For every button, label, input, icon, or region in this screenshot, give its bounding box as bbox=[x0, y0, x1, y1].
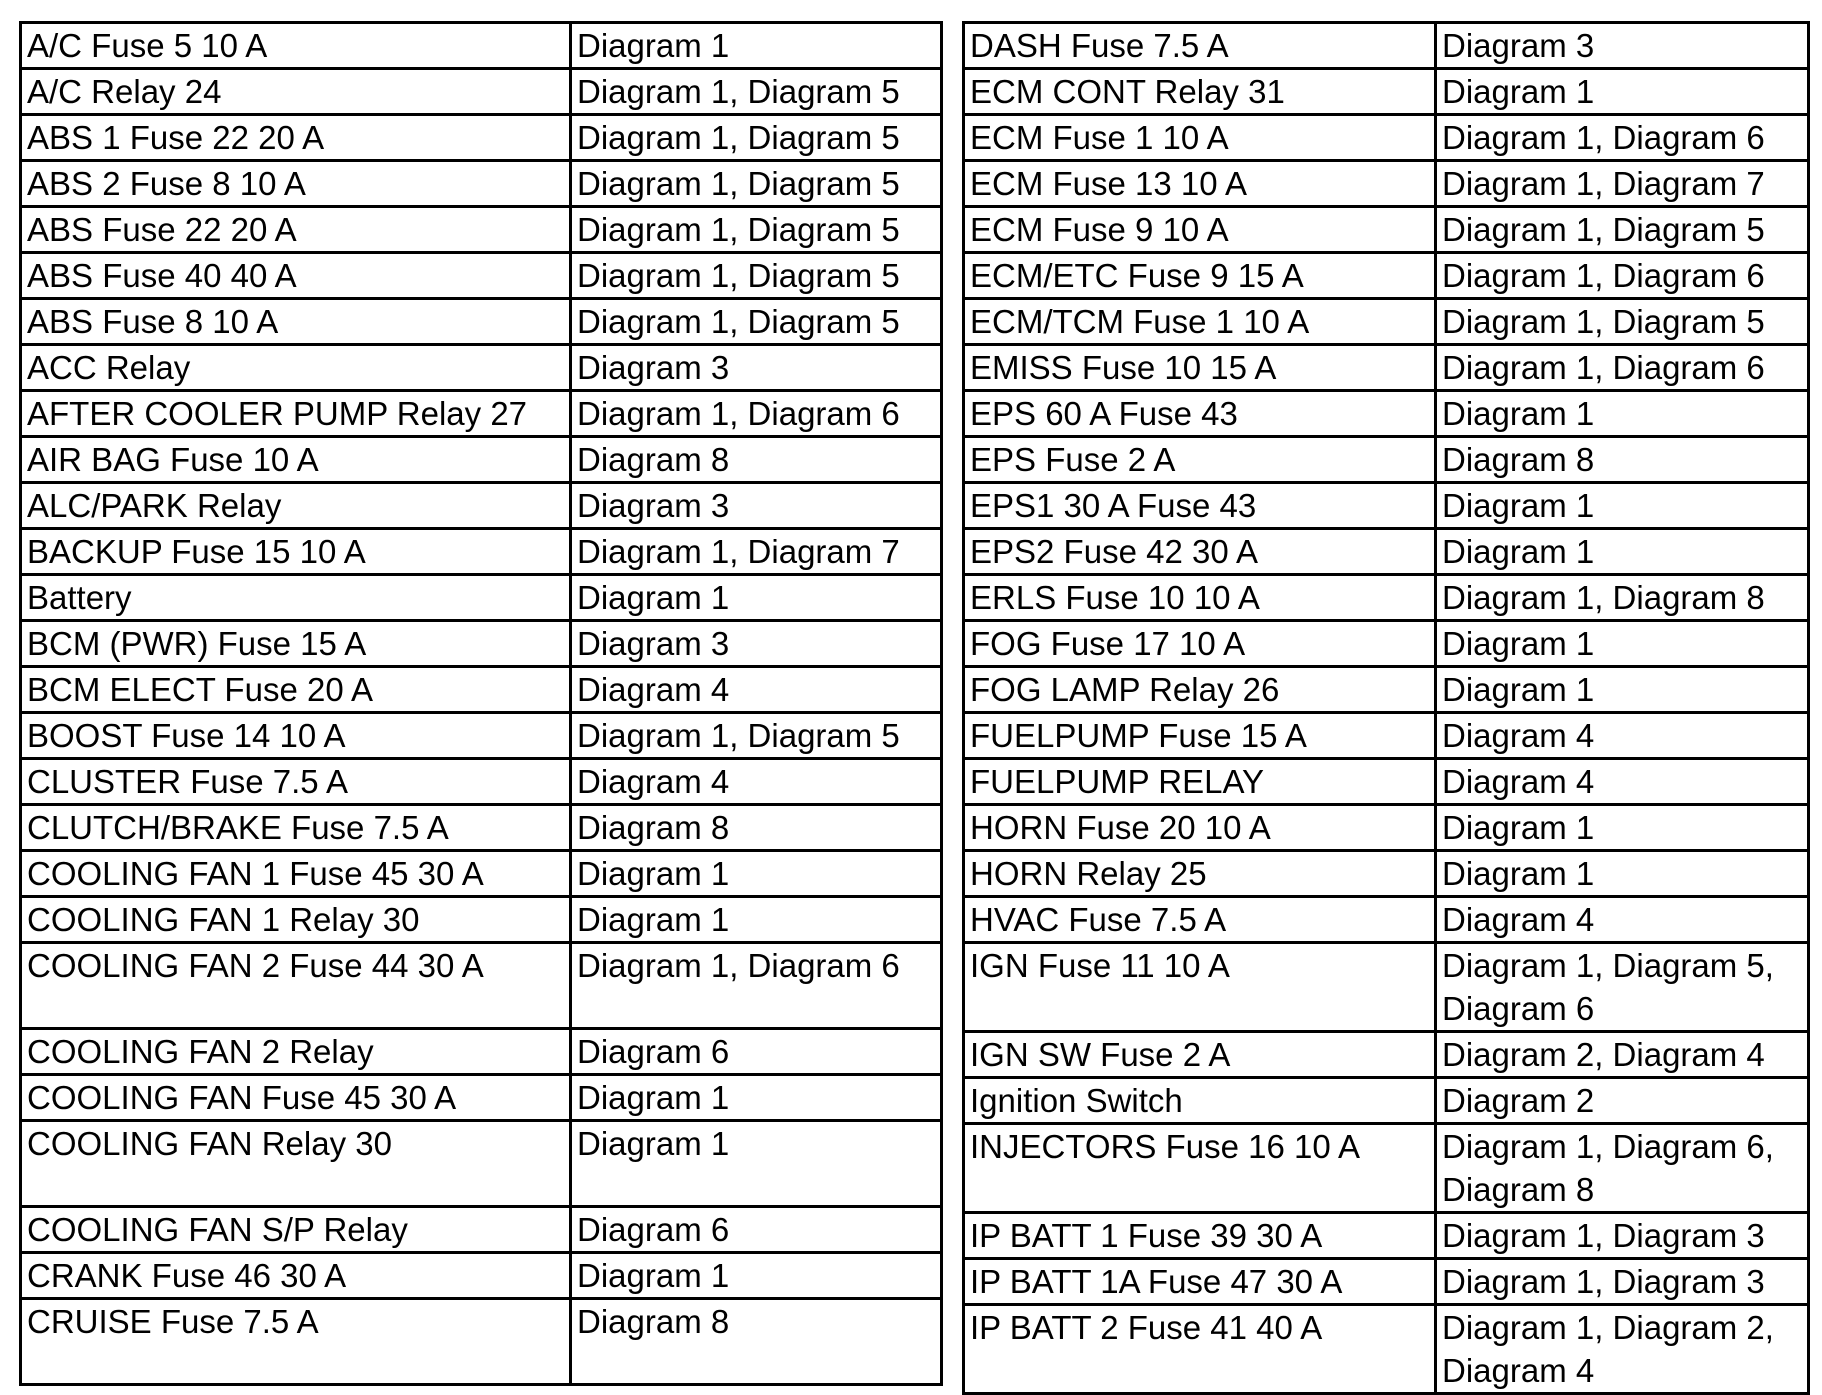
component-cell: FOG LAMP Relay 26 bbox=[964, 667, 1436, 713]
table-row bbox=[964, 299, 1809, 345]
table-row bbox=[21, 437, 942, 483]
table-row bbox=[21, 667, 942, 713]
table-row bbox=[21, 115, 942, 161]
diagram-ref-cell: Diagram 1 bbox=[571, 851, 942, 897]
table-row bbox=[21, 161, 942, 207]
table-row bbox=[21, 1299, 942, 1385]
table-row bbox=[964, 805, 1809, 851]
table-row bbox=[964, 69, 1809, 115]
diagram-ref-cell: Diagram 1 bbox=[1436, 851, 1809, 897]
diagram-ref-cell: Diagram 1, Diagram 2, Diagram 4 bbox=[1436, 1305, 1809, 1394]
component-cell: ECM/TCM Fuse 1 10 A bbox=[964, 299, 1436, 345]
diagram-ref-cell: Diagram 1, Diagram 5, Diagram 6 bbox=[1436, 943, 1809, 1032]
table-row bbox=[964, 713, 1809, 759]
table-row bbox=[964, 575, 1809, 621]
diagram-ref-cell: Diagram 3 bbox=[571, 621, 942, 667]
component-cell: EPS 60 A Fuse 43 bbox=[964, 391, 1436, 437]
table-row bbox=[21, 1207, 942, 1253]
diagram-ref-cell: Diagram 1, Diagram 5 bbox=[571, 713, 942, 759]
component-cell: ABS 2 Fuse 8 10 A bbox=[21, 161, 571, 207]
component-cell: IP BATT 1A Fuse 47 30 A bbox=[964, 1259, 1436, 1305]
component-cell: COOLING FAN 2 Fuse 44 30 A bbox=[21, 943, 571, 1029]
component-cell: INJECTORS Fuse 16 10 A bbox=[964, 1124, 1436, 1213]
table-row bbox=[21, 1121, 942, 1207]
diagram-ref-cell: Diagram 3 bbox=[571, 483, 942, 529]
table-row bbox=[964, 483, 1809, 529]
table-row bbox=[21, 391, 942, 437]
diagram-ref-cell: Diagram 1, Diagram 3 bbox=[1436, 1259, 1809, 1305]
table-row bbox=[21, 253, 942, 299]
component-cell: AIR BAG Fuse 10 A bbox=[21, 437, 571, 483]
component-cell: ECM/ETC Fuse 9 15 A bbox=[964, 253, 1436, 299]
table-row bbox=[964, 115, 1809, 161]
component-cell: COOLING FAN Relay 30 bbox=[21, 1121, 571, 1207]
component-cell: IGN SW Fuse 2 A bbox=[964, 1032, 1436, 1078]
diagram-ref-cell: Diagram 2 bbox=[1436, 1078, 1809, 1124]
table-row bbox=[964, 529, 1809, 575]
component-cell: ABS Fuse 8 10 A bbox=[21, 299, 571, 345]
table-row bbox=[964, 667, 1809, 713]
diagram-ref-cell: Diagram 8 bbox=[571, 437, 942, 483]
diagram-ref-cell: Diagram 1, Diagram 5 bbox=[571, 161, 942, 207]
component-cell: FUELPUMP Fuse 15 A bbox=[964, 713, 1436, 759]
table-row bbox=[21, 1253, 942, 1299]
diagram-ref-cell: Diagram 1 bbox=[1436, 483, 1809, 529]
component-cell: BACKUP Fuse 15 10 A bbox=[21, 529, 571, 575]
diagram-ref-cell: Diagram 1 bbox=[1436, 529, 1809, 575]
component-cell: Ignition Switch bbox=[964, 1078, 1436, 1124]
diagram-ref-cell: Diagram 1 bbox=[571, 23, 942, 69]
table-row bbox=[21, 23, 942, 69]
table-row bbox=[964, 759, 1809, 805]
table-row bbox=[964, 23, 1809, 69]
component-cell: ERLS Fuse 10 10 A bbox=[964, 575, 1436, 621]
diagram-ref-cell: Diagram 1, Diagram 6 bbox=[1436, 253, 1809, 299]
diagram-ref-cell: Diagram 1 bbox=[571, 1253, 942, 1299]
diagram-ref-cell: Diagram 1 bbox=[1436, 805, 1809, 851]
diagram-ref-cell: Diagram 1 bbox=[571, 897, 942, 943]
table-row bbox=[964, 345, 1809, 391]
component-cell: ECM Fuse 13 10 A bbox=[964, 161, 1436, 207]
diagram-ref-cell: Diagram 1, Diagram 6 bbox=[571, 391, 942, 437]
table-row bbox=[964, 897, 1809, 943]
diagram-ref-cell: Diagram 2, Diagram 4 bbox=[1436, 1032, 1809, 1078]
diagram-ref-cell: Diagram 1, Diagram 5 bbox=[571, 207, 942, 253]
table-row bbox=[964, 1213, 1809, 1259]
diagram-ref-cell: Diagram 1, Diagram 8 bbox=[1436, 575, 1809, 621]
component-cell: HORN Fuse 20 10 A bbox=[964, 805, 1436, 851]
component-cell: ECM Fuse 9 10 A bbox=[964, 207, 1436, 253]
table-row bbox=[964, 161, 1809, 207]
diagram-ref-cell: Diagram 1, Diagram 7 bbox=[1436, 161, 1809, 207]
table-row bbox=[21, 851, 942, 897]
component-cell: COOLING FAN 1 Relay 30 bbox=[21, 897, 571, 943]
table-row bbox=[964, 1305, 1809, 1394]
component-cell: ABS Fuse 22 20 A bbox=[21, 207, 571, 253]
table-row bbox=[21, 805, 942, 851]
diagram-ref-cell: Diagram 1, Diagram 5 bbox=[571, 299, 942, 345]
component-cell: DASH Fuse 7.5 A bbox=[964, 23, 1436, 69]
component-cell: HORN Relay 25 bbox=[964, 851, 1436, 897]
diagram-ref-cell: Diagram 8 bbox=[571, 1299, 942, 1385]
table-row bbox=[964, 1124, 1809, 1213]
diagram-ref-cell: Diagram 6 bbox=[571, 1207, 942, 1253]
table-row bbox=[964, 1032, 1809, 1078]
component-cell: ACC Relay bbox=[21, 345, 571, 391]
component-cell: COOLING FAN S/P Relay bbox=[21, 1207, 571, 1253]
table-row bbox=[21, 897, 942, 943]
component-cell: BCM ELECT Fuse 20 A bbox=[21, 667, 571, 713]
table-row bbox=[964, 943, 1809, 1032]
component-cell: Battery bbox=[21, 575, 571, 621]
diagram-ref-cell: Diagram 1, Diagram 5 bbox=[1436, 299, 1809, 345]
table-row bbox=[21, 575, 942, 621]
diagram-ref-cell: Diagram 3 bbox=[571, 345, 942, 391]
diagram-ref-cell: Diagram 4 bbox=[571, 759, 942, 805]
diagram-ref-cell: Diagram 1 bbox=[571, 575, 942, 621]
table-row bbox=[21, 759, 942, 805]
table-row bbox=[21, 69, 942, 115]
component-cell: IGN Fuse 11 10 A bbox=[964, 943, 1436, 1032]
component-cell: BOOST Fuse 14 10 A bbox=[21, 713, 571, 759]
table-row bbox=[964, 207, 1809, 253]
component-cell: ABS Fuse 40 40 A bbox=[21, 253, 571, 299]
component-cell: COOLING FAN 2 Relay bbox=[21, 1029, 571, 1075]
table-row bbox=[21, 345, 942, 391]
table-row bbox=[21, 621, 942, 667]
diagram-ref-cell: Diagram 4 bbox=[1436, 713, 1809, 759]
component-cell: A/C Fuse 5 10 A bbox=[21, 23, 571, 69]
diagram-ref-cell: Diagram 4 bbox=[1436, 897, 1809, 943]
component-cell: ALC/PARK Relay bbox=[21, 483, 571, 529]
table-row bbox=[964, 437, 1809, 483]
table-row bbox=[21, 299, 942, 345]
diagram-ref-cell: Diagram 4 bbox=[1436, 759, 1809, 805]
diagram-ref-cell: Diagram 1, Diagram 5 bbox=[571, 69, 942, 115]
component-cell: CLUSTER Fuse 7.5 A bbox=[21, 759, 571, 805]
table-row bbox=[21, 1029, 942, 1075]
table-row bbox=[21, 943, 942, 1029]
table-row bbox=[21, 713, 942, 759]
component-cell: AFTER COOLER PUMP Relay 27 bbox=[21, 391, 571, 437]
diagram-ref-cell: Diagram 3 bbox=[1436, 23, 1809, 69]
table-row bbox=[21, 1075, 942, 1121]
diagram-ref-cell: Diagram 8 bbox=[571, 805, 942, 851]
component-cell: FOG Fuse 17 10 A bbox=[964, 621, 1436, 667]
diagram-ref-cell: Diagram 1 bbox=[1436, 69, 1809, 115]
diagram-ref-cell: Diagram 1 bbox=[1436, 667, 1809, 713]
component-cell: ECM CONT Relay 31 bbox=[964, 69, 1436, 115]
diagram-ref-cell: Diagram 1, Diagram 7 bbox=[571, 529, 942, 575]
component-cell: EMISS Fuse 10 15 A bbox=[964, 345, 1436, 391]
diagram-ref-cell: Diagram 1 bbox=[571, 1075, 942, 1121]
table-row bbox=[964, 621, 1809, 667]
diagram-ref-cell: Diagram 1, Diagram 5 bbox=[571, 253, 942, 299]
component-cell: IP BATT 1 Fuse 39 30 A bbox=[964, 1213, 1436, 1259]
diagram-ref-cell: Diagram 1, Diagram 6 bbox=[1436, 345, 1809, 391]
diagram-ref-cell: Diagram 1, Diagram 6 bbox=[571, 943, 942, 1029]
table-row bbox=[964, 1078, 1809, 1124]
diagram-ref-cell: Diagram 1 bbox=[571, 1121, 942, 1207]
diagram-ref-cell: Diagram 1 bbox=[1436, 621, 1809, 667]
component-cell: CRUISE Fuse 7.5 A bbox=[21, 1299, 571, 1385]
diagram-ref-cell: Diagram 8 bbox=[1436, 437, 1809, 483]
component-cell: EPS1 30 A Fuse 43 bbox=[964, 483, 1436, 529]
table-row bbox=[21, 483, 942, 529]
table-row bbox=[21, 207, 942, 253]
table-row bbox=[964, 851, 1809, 897]
diagram-ref-cell: Diagram 1, Diagram 5 bbox=[571, 115, 942, 161]
table-row bbox=[964, 1259, 1809, 1305]
diagram-ref-cell: Diagram 6 bbox=[571, 1029, 942, 1075]
table-row bbox=[21, 529, 942, 575]
component-cell: A/C Relay 24 bbox=[21, 69, 571, 115]
component-index bbox=[19, 21, 1810, 1395]
component-cell: CLUTCH/BRAKE Fuse 7.5 A bbox=[21, 805, 571, 851]
component-cell: HVAC Fuse 7.5 A bbox=[964, 897, 1436, 943]
diagram-ref-cell: Diagram 4 bbox=[571, 667, 942, 713]
diagram-ref-cell: Diagram 1, Diagram 5 bbox=[1436, 207, 1809, 253]
component-cell: FUELPUMP RELAY bbox=[964, 759, 1436, 805]
diagram-ref-cell: Diagram 1, Diagram 3 bbox=[1436, 1213, 1809, 1259]
table-row bbox=[964, 253, 1809, 299]
component-cell: COOLING FAN 1 Fuse 45 30 A bbox=[21, 851, 571, 897]
left-index-table bbox=[19, 21, 943, 1386]
component-cell: ECM Fuse 1 10 A bbox=[964, 115, 1436, 161]
component-cell: EPS2 Fuse 42 30 A bbox=[964, 529, 1436, 575]
component-cell: ABS 1 Fuse 22 20 A bbox=[21, 115, 571, 161]
diagram-ref-cell: Diagram 1, Diagram 6, Diagram 8 bbox=[1436, 1124, 1809, 1213]
component-cell: IP BATT 2 Fuse 41 40 A bbox=[964, 1305, 1436, 1394]
diagram-ref-cell: Diagram 1, Diagram 6 bbox=[1436, 115, 1809, 161]
component-cell: BCM (PWR) Fuse 15 A bbox=[21, 621, 571, 667]
right-index-table bbox=[962, 21, 1810, 1395]
component-cell: EPS Fuse 2 A bbox=[964, 437, 1436, 483]
diagram-ref-cell: Diagram 1 bbox=[1436, 391, 1809, 437]
component-cell: COOLING FAN Fuse 45 30 A bbox=[21, 1075, 571, 1121]
table-row bbox=[964, 391, 1809, 437]
component-cell: CRANK Fuse 46 30 A bbox=[21, 1253, 571, 1299]
